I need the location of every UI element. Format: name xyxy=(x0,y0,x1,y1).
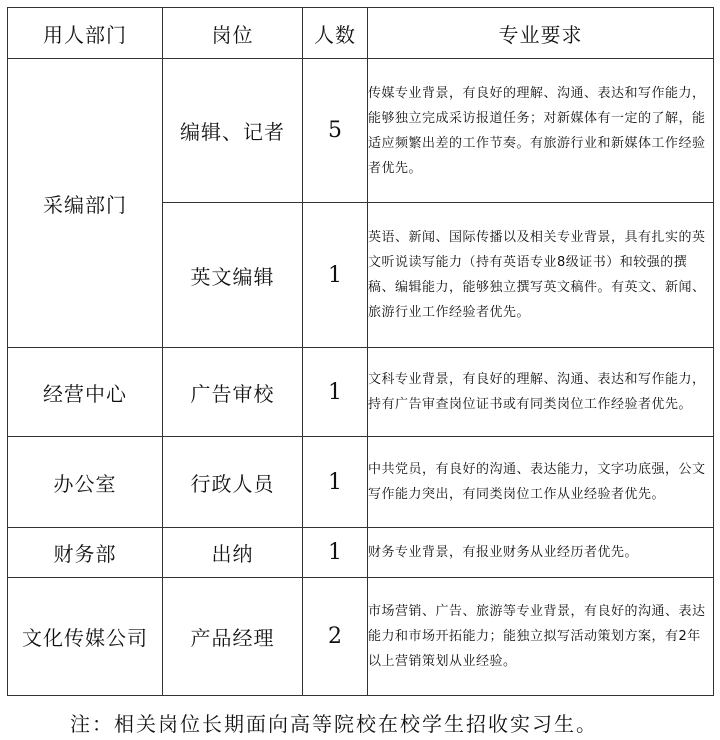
headcount-cell: 5 xyxy=(303,59,368,203)
header-requirements: 专业要求 xyxy=(368,8,714,59)
position-cell: 行政人员 xyxy=(163,437,303,528)
requirement-cell: 英语、新闻、国际传播以及相关专业背景，具有扎实的英文听说读写能力（持有英语专业8级证书）和较强的撰稿、编辑能力，能够独立撰写英文稿件。有英文、新闻、旅游行业工作经验者优先。 xyxy=(368,203,714,348)
table-row xyxy=(8,528,714,578)
recruitment-table xyxy=(7,7,714,696)
table-row xyxy=(8,437,714,528)
header-headcount: 人数 xyxy=(303,8,368,59)
department-cell: 采编部门 xyxy=(8,59,163,348)
requirement-cell: 市场营销、广告、旅游等专业背景，有良好的沟通、表达能力和市场开拓能力；能独立拟写活动策划方案，有2年以上营销策划从业经验。 xyxy=(368,578,714,696)
table-header-row xyxy=(8,8,714,59)
headcount-cell: 1 xyxy=(303,437,368,528)
table-row xyxy=(8,59,714,203)
position-cell: 广告审校 xyxy=(163,348,303,437)
requirement-cell: 财务专业背景，有报业财务从业经历者优先。 xyxy=(368,528,714,578)
department-cell: 办公室 xyxy=(8,437,163,528)
position-cell: 产品经理 xyxy=(163,578,303,696)
table-row xyxy=(8,348,714,437)
headcount-cell: 2 xyxy=(303,578,368,696)
department-cell: 经营中心 xyxy=(8,348,163,437)
headcount-cell: 1 xyxy=(303,348,368,437)
headcount-cell: 1 xyxy=(303,203,368,348)
headcount-cell: 1 xyxy=(303,528,368,578)
header-department: 用人部门 xyxy=(8,8,163,59)
position-cell: 编辑、记者 xyxy=(163,59,303,203)
table-row xyxy=(8,578,714,696)
requirement-cell: 文科专业背景，有良好的理解、沟通、表达和写作能力，持有广告审查岗位证书或有同类岗位工作经验者优先。 xyxy=(368,348,714,437)
requirement-cell: 中共党员，有良好的沟通、表达能力，文字功底强，公文写作能力突出，有同类岗位工作从业经验者优先。 xyxy=(368,437,714,528)
department-cell: 财务部 xyxy=(8,528,163,578)
recruitment-table-container xyxy=(7,7,713,696)
footnote: 注：相关岗位长期面向高等院校在校学生招收实习生。 xyxy=(70,712,598,736)
header-position: 岗位 xyxy=(163,8,303,59)
requirement-cell: 传媒专业背景，有良好的理解、沟通、表达和写作能力，能够独立完成采访报道任务；对新媒体有一定的了解，能适应频繁出差的工作节奏。有旅游行业和新媒体工作经验者优先。 xyxy=(368,59,714,203)
position-cell: 英文编辑 xyxy=(163,203,303,348)
department-cell: 文化传媒公司 xyxy=(8,578,163,696)
position-cell: 出纳 xyxy=(163,528,303,578)
